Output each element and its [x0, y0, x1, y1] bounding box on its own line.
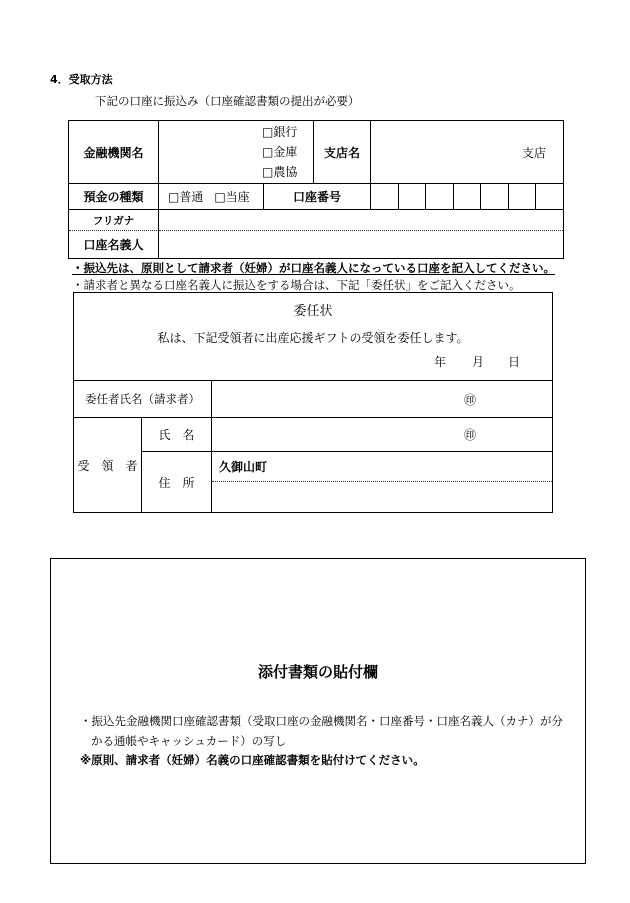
branch-suffix: 支店 [521, 145, 546, 160]
institution-type-options [262, 122, 297, 182]
deposit-type-label-cell [69, 184, 159, 210]
institution-type-shinkin-checkbox: □金庫 [262, 145, 298, 159]
delegator-label: 委任者氏名（請求者） [85, 392, 200, 406]
note-account-holder: ・振込先は、原則として請求者（妊婦）が口座名義人になっている口座を記入してください。 [72, 261, 555, 275]
account-number-digit-box [371, 184, 399, 209]
recipient-name-value-cell [212, 418, 552, 452]
proxy-header [74, 293, 552, 381]
recipient-address-label-cell [142, 452, 212, 512]
proxy-form-table [73, 292, 553, 513]
institution-type-bank-checkbox: □銀行 [262, 125, 298, 139]
account-number-digit-box [481, 184, 509, 209]
deposit-type-options-cell [159, 184, 264, 210]
account-number-label: 口座番号 [292, 190, 341, 204]
furigana-label: フリガナ [92, 214, 135, 227]
proxy-title: 委任状 [293, 304, 333, 319]
account-number-digit-box [399, 184, 427, 209]
note-proxy: ・請求者と異なる口座名義人に振込をする場合は、下記「委任状」をご記入ください。 [72, 278, 521, 292]
delegator-label-cell [74, 381, 212, 418]
attachment-instruction-line-3: ※原則、請求者（妊婦）名義の口座確認書類を貼付けてください。 [80, 753, 425, 767]
address-line-1 [212, 452, 552, 482]
attachment-title: 添付書類の貼付欄 [257, 663, 378, 681]
proxy-statement: 私は、下記受領者に出産応援ギフトの受領を委任します。 [157, 331, 469, 345]
recipient-address-value-cell [212, 452, 552, 512]
recipient-name-label: 氏 名 [158, 428, 195, 442]
date-month-label: 月 [472, 355, 485, 369]
recipient-name-label-cell [142, 418, 212, 452]
institution-type-cell [159, 121, 314, 184]
account-number-digit-box [536, 184, 563, 209]
institution-label-cell [69, 121, 159, 184]
branch-label-cell [314, 121, 371, 184]
account-number-label-cell [264, 184, 371, 210]
recipient-label-cell [74, 418, 142, 512]
date-day-label: 日 [508, 355, 521, 369]
account-number-digit-box [426, 184, 454, 209]
delegator-seal-mark: ㊞ [464, 392, 477, 407]
recipient-label: 受 領 者 [77, 458, 138, 473]
account-holder-label: 口座名義人 [83, 238, 144, 252]
branch-value-cell [371, 121, 563, 184]
furigana-value-cell [159, 210, 563, 231]
deposit-type-ordinary-checkbox: □普通 [168, 190, 204, 204]
account-holder-label-cell [69, 231, 159, 258]
account-number-digit-box [454, 184, 482, 209]
account-holder-value-cell [159, 231, 563, 258]
account-number-digit-box [509, 184, 537, 209]
section-subheading: 下記の口座に振込み（口座確認書類の提出が必要） [95, 94, 360, 108]
attachment-instruction-line-1: ・振込先金融機関口座確認書類（受取口座の金融機関名・口座番号・口座名義人（カナ）が分 [80, 714, 563, 728]
branch-label: 支店名 [323, 145, 360, 160]
deposit-type-current-checkbox: □当座 [214, 190, 250, 204]
recipient-address-label: 住 所 [158, 475, 195, 490]
address-line-2 [212, 482, 552, 512]
account-number-boxes [371, 184, 563, 210]
deposit-type-label: 預金の種類 [83, 190, 144, 204]
recipient-address-value: 久御山町 [219, 460, 268, 474]
attachment-box [50, 558, 586, 864]
furigana-label-cell [69, 210, 159, 231]
recipient-seal-mark: ㊞ [464, 428, 477, 442]
institution-type-nokyo-checkbox: □農協 [262, 165, 298, 179]
date-year-label: 年 [434, 355, 447, 369]
institution-label: 金融機関名 [83, 145, 144, 160]
attachment-instruction-line-2: かる通帳やキャッシュカード）の写し [91, 734, 287, 748]
bank-account-table [68, 120, 564, 259]
section-heading: 4．受取方法 [50, 73, 113, 86]
delegator-value-cell [212, 381, 552, 418]
